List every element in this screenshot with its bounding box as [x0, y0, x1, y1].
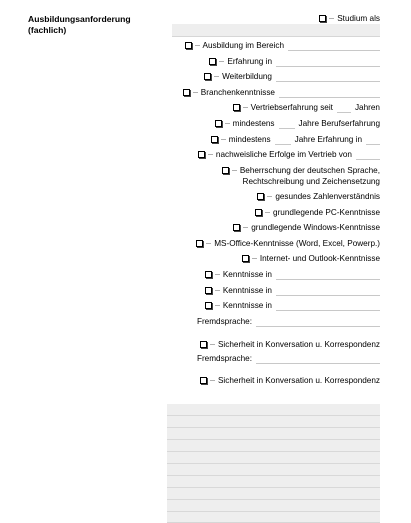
branchen-checkbox[interactable] — [183, 89, 190, 96]
row-kenntnisse-1 — [205, 268, 380, 281]
dash — [219, 61, 224, 62]
dash — [215, 305, 220, 306]
dash — [243, 107, 248, 108]
dash — [265, 212, 270, 213]
erfahrung-field[interactable] — [276, 57, 380, 67]
pc-label: grundlegende PC-Kenntnisse — [273, 207, 380, 217]
row-weiterbildung — [204, 70, 380, 83]
kenntnisse-2-field[interactable] — [276, 286, 380, 296]
ausbildung-label: Ausbildung im Bereich — [202, 40, 284, 50]
branchen-field[interactable] — [279, 88, 380, 98]
sicherheit-2-label: Sicherheit in Konversation u. Korrespondenz — [217, 375, 380, 385]
dash — [210, 344, 215, 345]
vertrieb-unit: Jahren — [354, 102, 380, 112]
office-label: MS-Office-Kenntnisse (Word, Excel, Powerp.) — [214, 238, 380, 248]
notes-area[interactable] — [167, 404, 380, 523]
row-sicherheit-2 — [200, 374, 380, 387]
studium-label: Studium als — [337, 13, 380, 23]
row-erfahrung — [209, 55, 380, 68]
row-mindestens — [215, 117, 380, 130]
row-erfolge — [198, 148, 380, 161]
kenntnisse-3-checkbox[interactable] — [205, 302, 212, 309]
row-pc — [255, 206, 380, 219]
dash — [267, 196, 272, 197]
kenntnisse-2-checkbox[interactable] — [205, 287, 212, 294]
mindestens-2-years-field[interactable] — [275, 135, 291, 145]
sicherheit-1-checkbox[interactable] — [200, 341, 207, 348]
vertrieb-years-field[interactable] — [337, 103, 351, 113]
dash — [215, 290, 220, 291]
mindestens-2-field[interactable] — [366, 135, 380, 145]
row-fremdsprache-2 — [197, 352, 380, 365]
row-mindestens-2 — [211, 133, 380, 146]
vertrieb-label: Vertriebserfahrung seit — [250, 102, 333, 112]
mindestens-years-field[interactable] — [279, 119, 295, 129]
erfahrung-label: Erfahrung in — [227, 56, 272, 66]
row-fremdsprache-1 — [197, 315, 380, 328]
dash — [221, 139, 226, 140]
row-windows — [233, 221, 380, 234]
windows-label: grundlegende Windows-Kenntnisse — [251, 222, 380, 232]
sicherheit-2-checkbox[interactable] — [200, 377, 207, 384]
zahlen-label: gesundes Zahlenverständnis — [275, 191, 380, 201]
erfolge-label: nachweisliche Erfolge im Vertrieb von — [215, 149, 352, 159]
pc-checkbox[interactable] — [255, 209, 262, 216]
row-studium — [319, 12, 380, 25]
ausbildung-checkbox[interactable] — [185, 42, 192, 49]
fremdsprache-2-label: Fremdsprache: — [196, 353, 252, 363]
studium-field[interactable] — [172, 24, 380, 37]
fremdsprache-1-field[interactable] — [256, 317, 380, 327]
weiterbildung-field[interactable] — [276, 72, 380, 82]
dash — [232, 170, 237, 171]
branchen-label: Branchenkenntnisse — [200, 87, 275, 97]
mindestens-2-label: mindestens — [228, 134, 271, 144]
kenntnisse-1-label: Kenntnisse in — [222, 269, 272, 279]
mindestens-2-checkbox[interactable] — [211, 136, 218, 143]
fremdsprache-1-label: Fremdsprache: — [196, 316, 252, 326]
sicherheit-1-label: Sicherheit in Konversation u. Korrespondenz — [217, 339, 380, 349]
weiterbildung-checkbox[interactable] — [204, 73, 211, 80]
row-sprache — [222, 164, 380, 177]
vertrieb-checkbox[interactable] — [233, 104, 240, 111]
weiterbildung-label: Weiterbildung — [222, 71, 272, 81]
row-kenntnisse-2 — [205, 284, 380, 297]
dash — [206, 243, 211, 244]
kenntnisse-1-field[interactable] — [276, 270, 380, 280]
dash — [225, 123, 230, 124]
sprache-label-1: Beherrschung der deutschen Sprache, — [239, 165, 380, 175]
mindestens-checkbox[interactable] — [215, 120, 222, 127]
dash — [193, 92, 198, 93]
mindestens-2-unit: Jahre Erfahrung in — [294, 134, 362, 144]
section-heading: Ausbildungsanforderung (fachlich) — [28, 14, 131, 35]
row-kenntnisse-3 — [205, 299, 380, 312]
erfolge-checkbox[interactable] — [198, 151, 205, 158]
dash — [210, 380, 215, 381]
windows-checkbox[interactable] — [233, 224, 240, 231]
kenntnisse-3-label: Kenntnisse in — [222, 300, 272, 310]
row-branchen — [183, 86, 380, 99]
dash — [215, 274, 220, 275]
kenntnisse-3-field[interactable] — [276, 301, 380, 311]
row-ausbildung — [185, 39, 380, 52]
dash — [195, 45, 200, 46]
dash — [329, 18, 334, 19]
sprache-label-2: Rechtschreibung und Zeichensetzung — [242, 177, 380, 186]
sprache-checkbox[interactable] — [222, 167, 229, 174]
mindestens-unit: Jahre Berufserfahrung — [298, 118, 380, 128]
office-checkbox[interactable] — [196, 240, 203, 247]
dash — [252, 258, 257, 259]
erfolge-field[interactable] — [356, 150, 380, 160]
row-sicherheit-1 — [200, 338, 380, 351]
internet-label: Internet- und Outlook-Kenntnisse — [259, 253, 380, 263]
row-zahlen — [257, 190, 380, 203]
fremdsprache-2-field[interactable] — [256, 354, 380, 364]
internet-checkbox[interactable] — [242, 255, 249, 262]
ausbildung-field[interactable] — [288, 41, 380, 51]
zahlen-checkbox[interactable] — [257, 193, 264, 200]
dash — [208, 154, 213, 155]
row-vertrieb — [233, 101, 380, 114]
row-internet — [242, 252, 380, 265]
studium-checkbox[interactable] — [319, 15, 326, 22]
dash — [243, 227, 248, 228]
mindestens-label: mindestens — [232, 118, 275, 128]
dash — [214, 76, 219, 77]
row-office — [196, 237, 380, 250]
kenntnisse-1-checkbox[interactable] — [205, 271, 212, 278]
kenntnisse-2-label: Kenntnisse in — [222, 285, 272, 295]
erfahrung-checkbox[interactable] — [209, 58, 216, 65]
